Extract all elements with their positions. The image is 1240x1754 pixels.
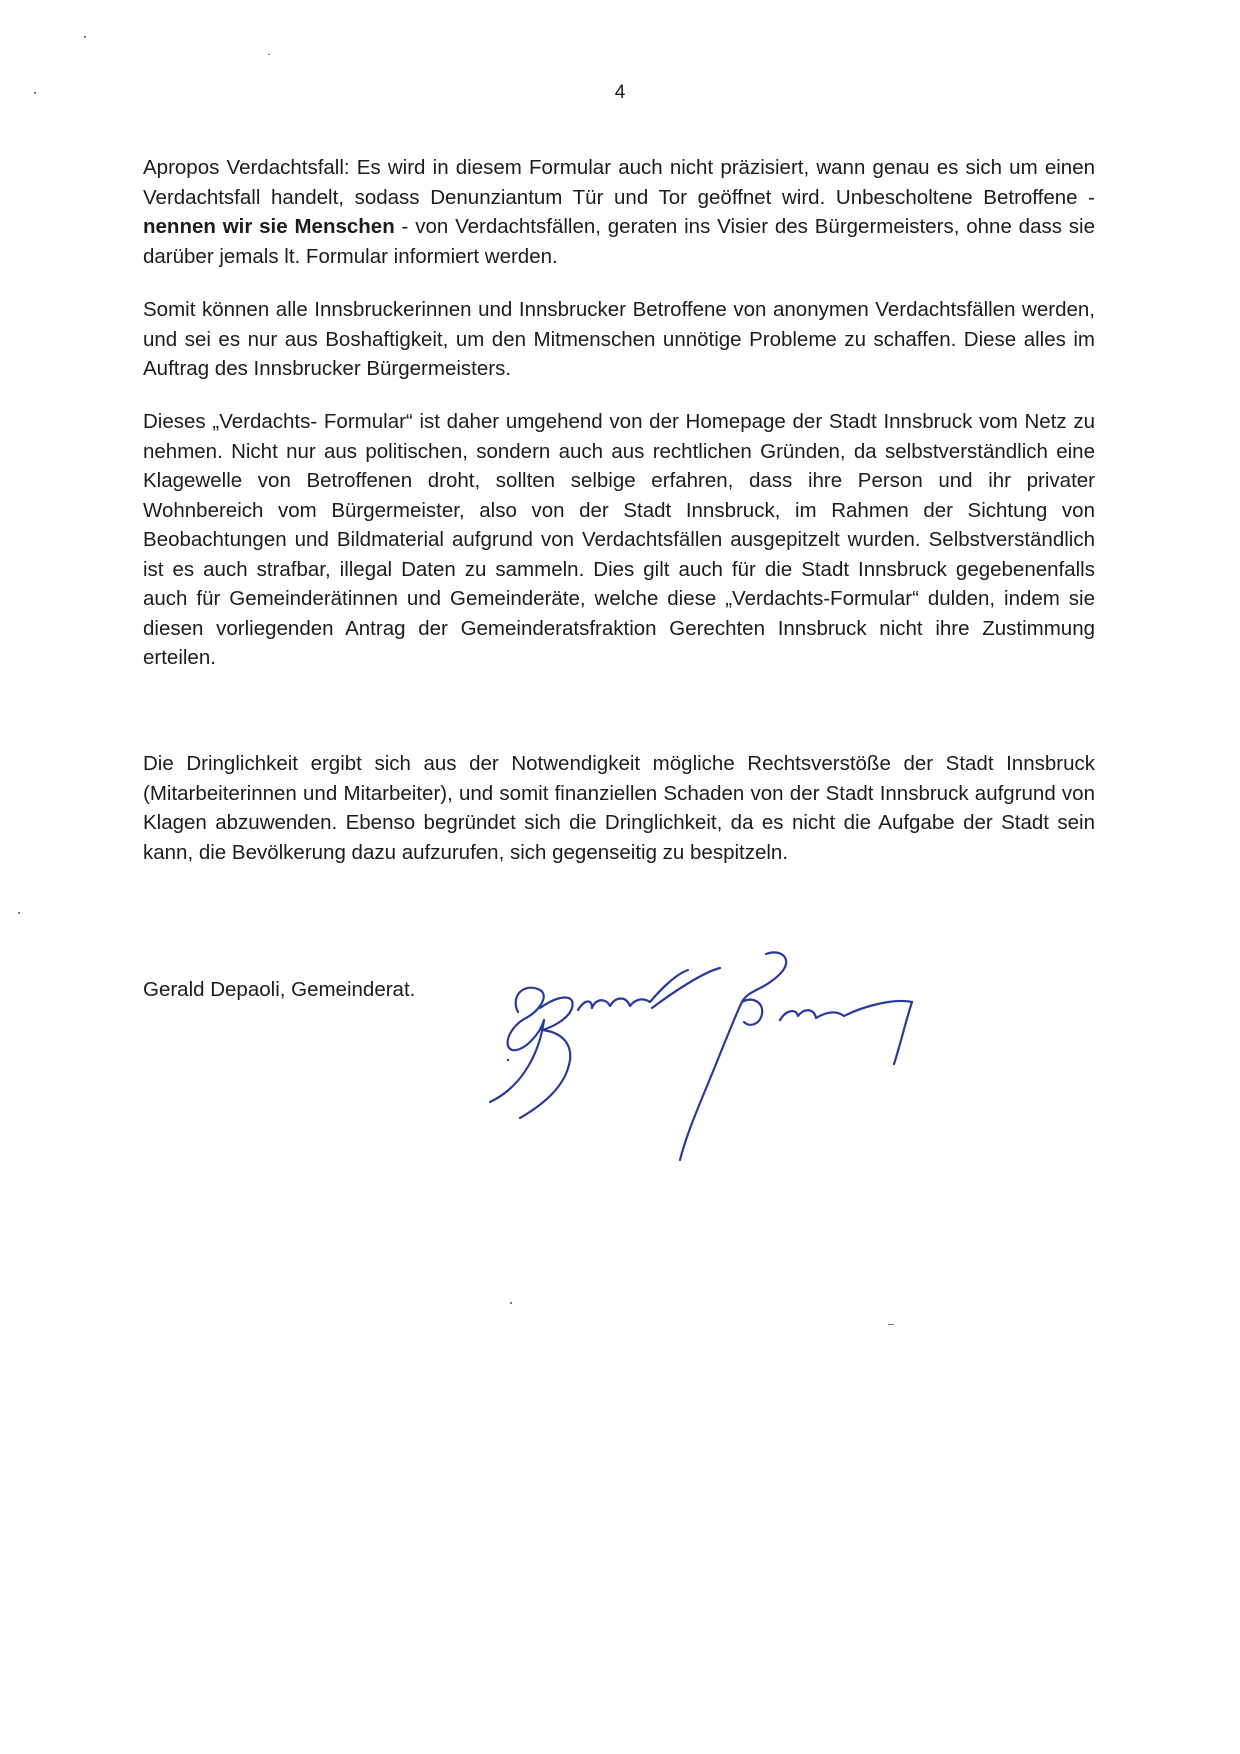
handwritten-signature xyxy=(480,950,1020,1180)
scan-speck xyxy=(888,1324,894,1325)
paragraph-dringlichkeit: Die Dringlichkeit ergibt sich aus der Notwendigkeit mögliche Rechtsverstöße der Stadt Innsbruck (Mitarbeiterinnen und Mitarbeiter), und somit finanziellen Schaden von der Stadt Innsbruck aufgrund von Klagen abzuwenden. Ebenso begründet sich die Dringlichkeit, da es nicht die Aufgabe der Stadt sein kann, die Bevölkerung dazu aufzurufen, sich gegenseitig zu bespitzeln. xyxy=(143,752,1095,864)
scan-speck xyxy=(84,36,86,38)
paragraph-formular: Dieses „Verdachts- Formular“ ist daher umgehend von der Homepage der Stadt Innsbruck vom Netz zu nehmen. Nicht nur aus politischen, sondern auch aus rechtlichen Gründen, da selbstverständlich eine Klagewelle von Betroffenen droht, sollten selbige erfahren, dass ihre Person und ihr privater Wohnbereich vom Bürgermeister, also von der Stadt Innsbruck, im Rahmen der Sichtung von Beobachtungen und Bildmaterial aufgrund von Verdachtsfällen ausgepitzelt wurden. Selbstverständlich ist es auch strafbar, illegal Daten zu sammeln. Dies gilt auch für die Stadt Innsbruck gegebenenfalls auch für Gemeinderätinnen und Gemeinderäte, welche diese „Verdachts-Formular“ dulden, indem sie diesen vorliegenden Antrag der Gemeinderatsfraktion Gerechten Innsbruck nicht ihre Zustimmung erteilen. xyxy=(143,410,1095,669)
paragraph-1-text-start: Apropos Verdachtsfall: Es wird in diesem Formular auch nicht präzisiert, wann genau es sich um einen Verdachtsfall handelt, sodass Denunziantum Tür und Tor geöffnet wird. Unbescholtene Betroffene - xyxy=(143,156,1095,209)
page-number: 4 xyxy=(614,82,626,103)
paragraph-betroffene: Somit können alle Innsbruckerinnen und Innsbrucker Betroffene von anonymen Verdachtsfällen werden, und sei es nur aus Boshaftigkeit, um den Mitmenschen unnötige Probleme zu schaffen. Diese alles im Auftrag des Innsbrucker Bürgermeisters. xyxy=(143,298,1095,380)
paragraph-verdachtsfall xyxy=(143,153,1095,271)
scan-speck xyxy=(18,912,20,914)
signer-name: Gerald Depaoli, Gemeinderat. xyxy=(143,978,416,1001)
scan-speck xyxy=(268,54,270,55)
scan-speck xyxy=(34,92,36,94)
paragraph-1-emphasis: nennen wir sie Menschen xyxy=(143,215,395,238)
scan-speck xyxy=(510,1302,512,1304)
paragraph-1-text-end: - von Verdachtsfällen, geraten ins Visier des Bürgermeisters, ohne dass sie darüber jemals lt. Formular informiert werden. xyxy=(143,215,1096,268)
